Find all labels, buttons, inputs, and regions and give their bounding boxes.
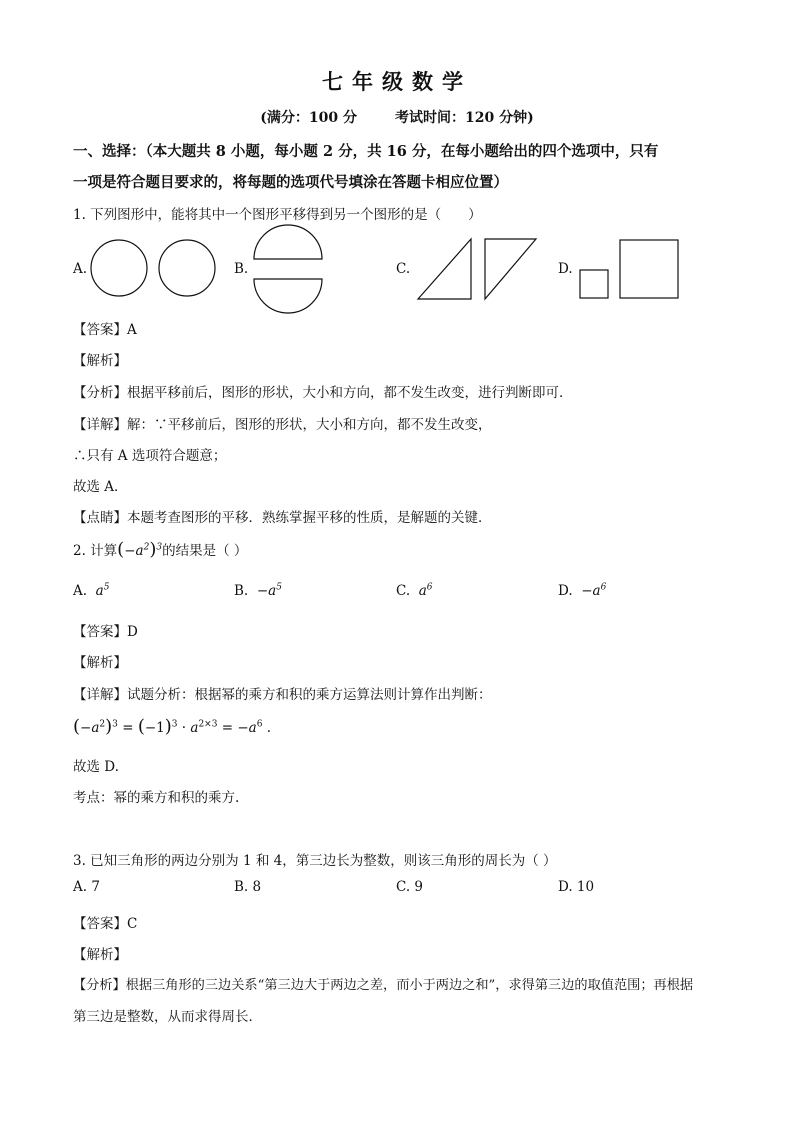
q2-key-point: 考点：幂的乘方和积的乘方. [73, 790, 240, 806]
q1-answer: 【答案】A [73, 322, 137, 338]
q2-option-b: B. $-a^5$ [234, 582, 282, 599]
q1-option-b-label: B. [234, 261, 249, 277]
q2-answer: 【答案】D [73, 624, 138, 640]
exam-time: 考试时间：120 分钟) [395, 110, 534, 126]
q1-stem: 1. 下列图形中，能将其中一个图形平移得到另一个图形的是（ ） [73, 207, 482, 223]
two-circles-icon [90, 237, 220, 301]
q2-option-d: D. $-a^6$ [558, 582, 607, 599]
q3-analysis: 【分析】根据三角形的三边关系“第三边大于两边之差，而小于两边之和”，求得第三边的取值范围；再根据 [73, 978, 694, 993]
q2-jiexi: 【解析】 [73, 655, 127, 671]
q1-detail: 【详解】解：∵平移前后，图形的形状，大小和方向，都不发生改变， [73, 417, 492, 433]
q2-detail: 【详解】试题分析：根据幂的乘方和积的乘方运算法则计算作出判断： [73, 687, 492, 703]
q1-analysis: 【分析】根据平移前后，图形的形状，大小和方向，都不发生改变，进行判断即可． [73, 385, 573, 401]
q3-option-c: C. 9 [396, 879, 424, 895]
q2-option-c: C. $a^6$ [396, 582, 433, 599]
q2-solution-formula: $(-a^2)^3 = (-1)^3 \cdot a^{2\times 3} = -a^6$ . [73, 716, 272, 737]
q3-option-b: B. 8 [234, 879, 262, 895]
exam-info [0, 107, 794, 127]
two-squares-icon [578, 237, 684, 301]
q3-answer: 【答案】C [73, 916, 138, 932]
q3-stem: 3. 已知三角形的两边分别为 1 和 4，第三边长为整数，则该三角形的周长为（ ） [73, 853, 557, 869]
q1-option-d-label: D. [558, 261, 573, 277]
two-triangles-icon [415, 236, 540, 302]
q1-jiexi: 【解析】 [73, 353, 127, 369]
full-marks: (满分：100 分 [260, 110, 357, 126]
q1-choose: 故选 A． [73, 479, 128, 495]
section-heading-line2: 一项是符合题目要求的，将每题的选项代号填涂在答题卡相应位置） [73, 174, 508, 191]
q3-option-d: D. 10 [558, 879, 595, 895]
two-circle-segments-icon [252, 233, 324, 305]
q2-stem: 2. 计算$(-a^2)^3$的结果是（ ） [73, 539, 248, 560]
q3-option-a: A. 7 [73, 879, 100, 895]
q3-analysis-line2: 第三边是整数，从而求得周长． [73, 1009, 262, 1025]
q2-expression: $(-a^2)^3$ [117, 539, 163, 560]
q2-option-a: A. $a^5$ [73, 582, 110, 599]
q1-option-c-label: C. [396, 261, 411, 277]
page-title: 七年级数学 [322, 69, 472, 94]
section-heading-line1: 一、选择：（本大题共 8 小题，每小题 2 分，共 16 分，在每小题给出的四个选项中，只有 [73, 143, 659, 160]
q3-jiexi: 【解析】 [73, 947, 127, 963]
q1-option-a-label: A. [73, 261, 88, 277]
q2-choose: 故选 D. [73, 759, 119, 775]
q1-therefore: ∴只有 A 选项符合题意； [73, 448, 227, 464]
q1-comment: 【点睛】本题考查图形的平移．熟练掌握平移的性质，是解题的关键． [73, 510, 492, 526]
